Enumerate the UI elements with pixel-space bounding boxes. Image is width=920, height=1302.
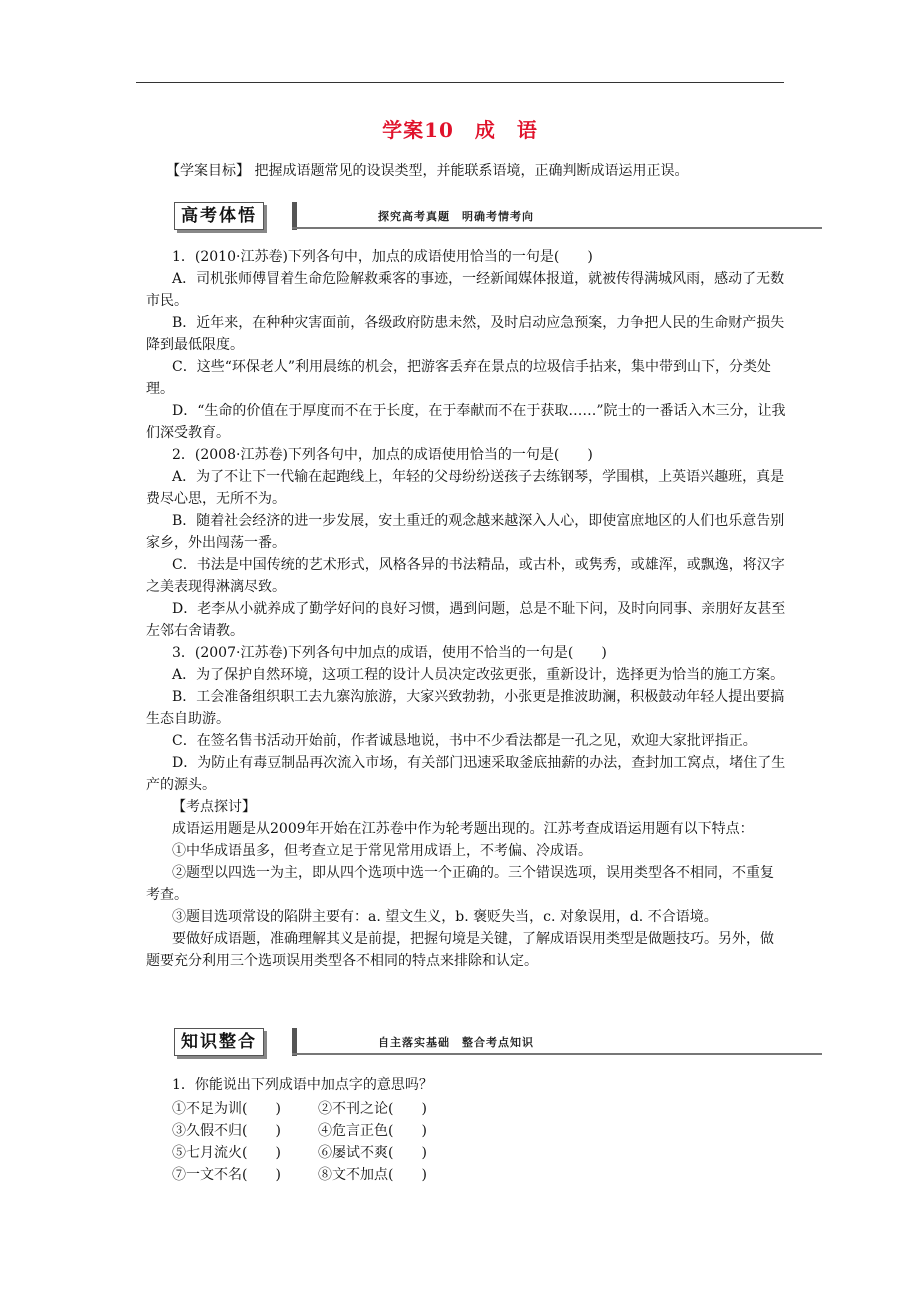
option-line: A．为了保护自然环境，这项工程的设计人员决定改弦更张，重新设计，选择更为恰当的施工方案。	[172, 667, 785, 683]
option-line: B．近年来，在种种灾害面前，各级政府防患未然，及时启动应急预案，力争把人民的生命财产损失降到最低限度。	[146, 315, 785, 353]
option-line: D．“生命的价值在于厚度而不在于长度，在于奉献而不在于获取……”院士的一番话入木三分，让我们深受教育。	[146, 403, 786, 441]
idiom-row	[172, 1142, 464, 1164]
option-line: C．书法是中国传统的艺术形式，风格各异的书法精品，或古朴，或隽秀，或雄浑，或飘逸，将汉字之美表现得淋漓尽致。	[146, 557, 785, 595]
idiom-item: ④危言正色( )	[318, 1123, 427, 1139]
question-line: 1．(2010·江苏卷)下列各句中，加点的成语使用恰当的一句是( )	[172, 249, 593, 265]
idiom-item: ⑧文不加点( )	[318, 1167, 427, 1183]
analysis-paragraph: ③题目选项常设的陷阱主要有：a. 望文生义，b. 褒贬失当，c. 对象误用，d. 不合语境。	[172, 909, 718, 925]
section-banner-knowledge	[166, 1026, 822, 1056]
questions-block	[146, 246, 786, 972]
learning-goal: 【学案目标】 把握成语题常见的设误类型，并能联系语境，正确判断成语运用正误。	[166, 163, 689, 179]
question-line: 1．你能说出下列成语中加点字的意思吗？	[172, 1077, 433, 1093]
option-line: C．这些“环保老人”利用晨练的机会，把游客丢弃在景点的垃圾信手拈来，集中带到山下，分类处理。	[146, 359, 772, 397]
banner-line	[292, 1053, 822, 1055]
idiom-row	[172, 1120, 464, 1142]
idiom-item: ⑤七月流火( )	[172, 1145, 281, 1161]
analysis-paragraph: ①中华成语虽多，但考查立足于常见常用成语上，不考偏、冷成语。	[172, 843, 592, 859]
option-line: D．为防止有毒豆制品再次流入市场，有关部门迅速采取釜底抽薪的办法，查封加工窝点，堵住了生产的源头。	[146, 755, 786, 793]
option-line: C．在签名售书活动开始前，作者诚恳地说，书中不少看法都是一孔之见，欢迎大家批评指正。	[172, 733, 757, 749]
banner-bar	[292, 202, 297, 230]
section-tag: 知识整合	[174, 1028, 264, 1056]
idiom-item: ②不刊之论( )	[318, 1101, 427, 1117]
section-tag: 高考体悟	[174, 202, 264, 230]
analysis-paragraph: 要做好成语题，准确理解其义是前提，把握句境是关键，了解成语误用类型是做题技巧。另外，做题要充分利用三个选项误用类型各不相同的特点来排除和认定。	[146, 931, 774, 969]
idiom-row	[172, 1098, 464, 1120]
idiom-grid	[172, 1098, 464, 1186]
banner-line	[292, 227, 822, 229]
option-line: D．老李从小就养成了勤学好问的良好习惯，遇到问题，总是不耻下问，及时向同事、亲朋好友甚至左邻右舍请教。	[146, 601, 786, 639]
section-banner-gaokao	[166, 200, 822, 230]
knowledge-question	[146, 1074, 786, 1096]
analysis-heading: 【考点探讨】	[172, 799, 256, 815]
section-subtitle: 探究高考真题 明确考情考向	[378, 210, 534, 223]
banner-bar	[292, 1028, 297, 1056]
idiom-item: ⑦一文不名( )	[172, 1167, 281, 1183]
header-rule	[136, 82, 784, 83]
option-line: B．随着社会经济的进一步发展，安土重迁的观念越来越深入人心，即使富庶地区的人们也乐意告别家乡，外出闯荡一番。	[146, 513, 785, 551]
page-title: 学案10 成 语	[382, 118, 538, 142]
option-line: A．司机张师傅冒着生命危险解救乘客的事迹，一经新闻媒体报道，就被传得满城风雨，感动了无数市民。	[146, 271, 785, 309]
idiom-item: ③久假不归( )	[172, 1123, 281, 1139]
question-line: 3．(2007·江苏卷)下列各句中加点的成语，使用不恰当的一句是( )	[172, 645, 607, 661]
analysis-paragraph: 成语运用题是从2009年开始在江苏卷中作为轮考题出现的。江苏考查成语运用题有以下特点：	[172, 821, 754, 837]
question-line: 2．(2008·江苏卷)下列各句中，加点的成语使用恰当的一句是( )	[172, 447, 593, 463]
analysis-paragraph: ②题型以四选一为主，即从四个选项中选一个正确的。三个错误选项，误用类型各不相同，不重复考查。	[146, 865, 774, 903]
section-subtitle: 自主落实基础 整合考点知识	[378, 1036, 534, 1049]
idiom-row	[172, 1164, 464, 1186]
option-line: A．为了不让下一代输在起跑线上，年轻的父母纷纷送孩子去练钢琴，学围棋，上英语兴趣班，真是费尽心思，无所不为。	[146, 469, 785, 507]
idiom-item: ⑥屡试不爽( )	[318, 1145, 427, 1161]
idiom-item: ①不足为训( )	[172, 1101, 281, 1117]
option-line: B．工会准备组织职工去九寨沟旅游，大家兴致勃勃，小张更是推波助澜，积极鼓动年轻人提出要搞生态自助游。	[146, 689, 785, 727]
